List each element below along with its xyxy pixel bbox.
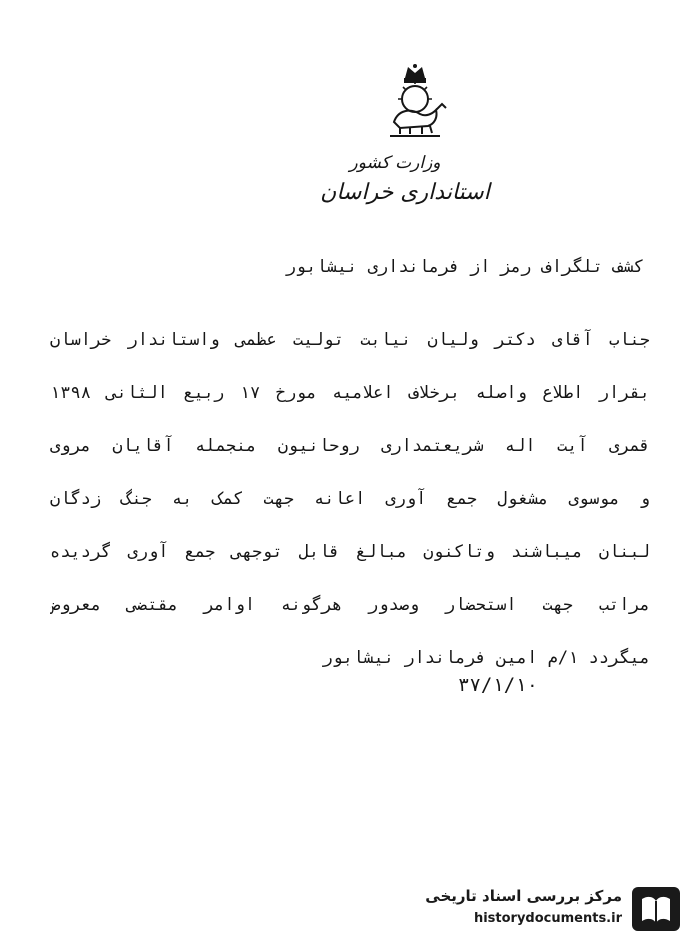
archive-logo-icon <box>630 885 682 933</box>
archive-name: مرکز بررسی اسناد تاریخی <box>425 887 622 905</box>
province-office: استانداری خراسان <box>320 180 490 205</box>
body-line-signature: میگردد ۱/م امین فرماندار نیشابور <box>322 648 650 668</box>
body-line: قمری آیت اله شریعتمداری روحانیون منجمله آقایان مروی <box>50 436 650 456</box>
body-line: لبنان میباشند وتاکنون مبالغ قابل توجهی جمع آوری گردیده <box>50 542 650 562</box>
telegram-body <box>50 318 650 689</box>
body-line: بقرار اطلاع واصله برخلاف اعلامیه مورخ ۱۷ ربیع الثانی ۱۳۹۸ <box>50 383 650 403</box>
body-line: مراتب جهت استحضار وصدور هرگونه اوامر مقتضی معروض <box>50 595 650 615</box>
archive-url[interactable]: historydocuments.ir <box>473 911 622 926</box>
letterhead <box>300 150 510 210</box>
telegram-subject: کشف تلگراف رمز از فرمانداری نیشابور <box>285 257 644 277</box>
body-line: جناب آقای دکتر ولیان نیابت تولیت عظمی واستاندار خراسان <box>50 330 650 350</box>
ministry-name: وزارت کشور <box>349 153 441 173</box>
body-line: و موسوی مشغول جمع آوری اعانه جهت کمک به جنگ زدگان <box>50 489 650 509</box>
crown-lion-sun-emblem-icon <box>380 64 450 140</box>
document-date: ۳۷/۱/۱۰ <box>458 674 539 696</box>
archive-watermark <box>392 881 682 939</box>
